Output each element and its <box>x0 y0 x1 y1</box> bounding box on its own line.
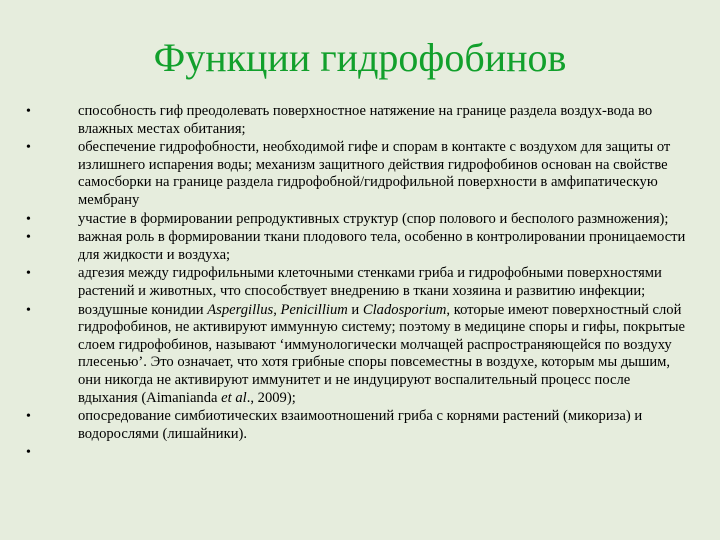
bullet-icon: • <box>26 266 31 282</box>
text-run: и <box>347 301 363 318</box>
text-run: ., 2009); <box>246 389 296 406</box>
list-item <box>26 265 690 300</box>
bullet-icon: • <box>26 140 31 156</box>
list-item <box>26 408 690 443</box>
list-item <box>26 103 690 138</box>
item-text: опосредование симбиотических взаимоотношений гриба с корнями растений (микориза) и водорослями (лишайники). <box>78 408 643 442</box>
list-item <box>26 229 690 264</box>
bullet-list <box>26 103 690 461</box>
item-text: участие в формировании репродуктивных структур (спор полового и бесполого размножения); <box>78 210 669 227</box>
bullet-icon: • <box>26 230 31 246</box>
bullet-icon: • <box>26 302 31 318</box>
genus-cladosporium: Cladosporium <box>362 301 447 318</box>
genus-penicillium: Penicillium <box>280 301 348 318</box>
genus-aspergillus: Aspergillus <box>207 301 274 318</box>
item-text: способность гиф преодолевать поверхностное натяжение на границе раздела воздух-вода во влажных местах обитания; <box>78 103 653 137</box>
text-run: воздушные конидии <box>78 301 208 318</box>
bullet-icon: • <box>26 104 31 119</box>
et-al: et al <box>221 389 247 406</box>
bullet-icon: • <box>26 211 31 227</box>
item-text: обеспечение гидрофобности, необходимой гифе и спорам в контакте с воздухом для защиты от излишнего испарения воды; механизм защитного действия гидрофобинов основан на свойстве самосборки на границе раздела гидрофобной/гидрофильной поверхности в амфипатическую мембрану <box>78 139 671 208</box>
item-text <box>78 302 685 406</box>
bullet-icon: • <box>26 445 31 461</box>
list-item <box>26 211 690 229</box>
item-text: адгезия между гидрофильными клеточными стенками гриба и гидрофобными поверхностями растений и животных, что способствует внедрению в ткани хозяина и развитию инфекции; <box>78 265 662 299</box>
item-text: важная роль в формировании ткани плодового тела, особенно в контролировании проницаемости для жидкости и воздуха; <box>78 229 686 263</box>
list-item <box>26 302 690 408</box>
text-run: , <box>273 301 281 318</box>
text-run: , которые имеют поверхностный слой гидрофобинов, не активируют иммунную систему; поэтому в медицине споры и гифы, покрытые слоем гидрофобинов, называют ‘иммунологически молчащей распространяющейся по воздуху плесенью’. Это означает, что хотя грибные споры повсеместны в воздухе, которым мы дышим, они никогда не активируют иммунитет и не индуцируют воспалительный процесс после вдыхания (Aimanianda <box>78 301 686 406</box>
bullet-icon: • <box>26 409 31 425</box>
slide-title: Функции гидрофобинов <box>153 35 567 80</box>
list-item <box>26 139 690 209</box>
